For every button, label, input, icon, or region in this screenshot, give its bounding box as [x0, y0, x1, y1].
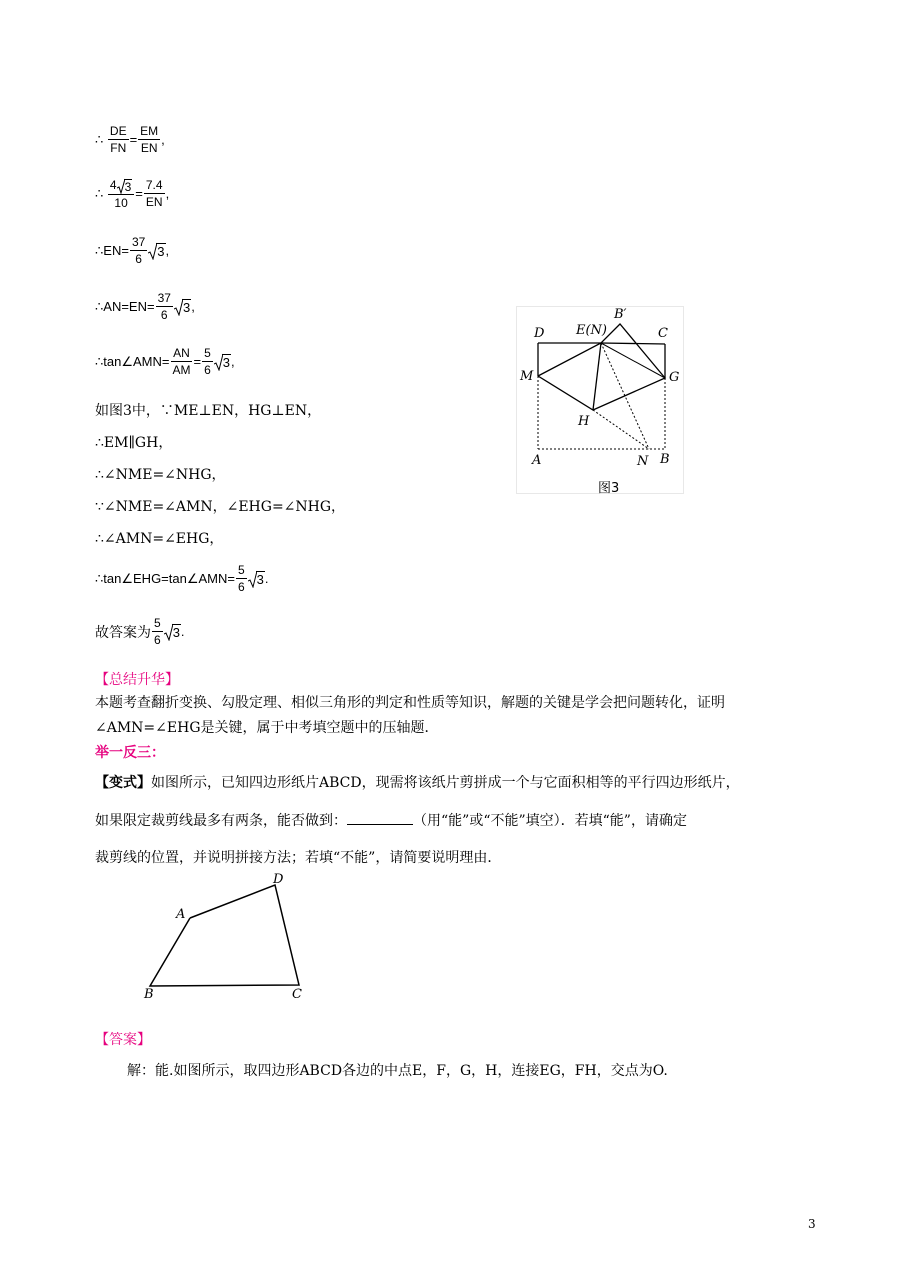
sqrt-symbol: 3 — [148, 242, 165, 260]
label-C: C — [658, 326, 668, 341]
quadrilateral-diagram — [140, 872, 310, 1007]
equation-answer — [95, 615, 185, 648]
numerator: 5 — [204, 346, 211, 360]
denominator: EN — [145, 195, 163, 210]
therefore-symbol: ∴ — [95, 131, 104, 147]
denominator: EN — [140, 141, 158, 155]
equation-tan-amn — [95, 345, 235, 378]
denominator: 6 — [135, 252, 142, 266]
punctuation: , — [165, 186, 170, 202]
punctuation: , — [231, 354, 235, 369]
variant-text: （用“能”或“不能”填空）．若填“能”，请确定 — [413, 813, 687, 829]
equals-sign: = — [193, 354, 202, 369]
answer-label: 故答案为 — [95, 624, 151, 641]
numerator: 5 — [154, 616, 161, 630]
numerator: 4 3 — [108, 177, 134, 195]
sqrt-symbol: 3 — [214, 353, 231, 371]
variant-text: 如图所示，已知四边形纸片ABCD，现需将该纸片剪拼成一个与它面积相等的平行四边形纸片， — [151, 775, 740, 791]
quadrilateral-figure — [140, 872, 310, 1007]
sqrt-symbol: 3 — [174, 298, 191, 316]
punctuation: . — [264, 571, 269, 586]
equation-ratio-2 — [95, 177, 169, 211]
equation-lhs: tan∠EHG=tan∠AMN= — [103, 570, 235, 586]
variant-line-2 — [95, 810, 687, 830]
label-N: N — [637, 454, 649, 469]
text-line: ∴∠NME=∠NHG， — [95, 467, 226, 483]
label-D: D — [534, 326, 545, 341]
text-line: ∴∠AMN=∠EHG， — [95, 531, 224, 547]
therefore-symbol: ∴ — [95, 185, 104, 201]
equation-lhs: AN=EN= — [103, 299, 155, 314]
therefore-symbol: ∴ — [95, 298, 104, 314]
page-number: 3 — [808, 1217, 816, 1231]
summary-text: 本题考查翻折变换、勾股定理、相似三角形的判定和性质等知识，解题的关键是学会把问题转化，证明∠AMN=∠EHG是关键，属于中考填空题中的压轴题． — [95, 695, 725, 736]
text-line: ∴EM∥GH， — [95, 435, 173, 451]
label-B: B — [144, 987, 154, 1002]
punctuation: , — [165, 243, 170, 258]
numerator: 37 — [131, 235, 146, 249]
numerator: AN — [173, 346, 190, 360]
fraction — [130, 234, 147, 267]
denominator: 6 — [160, 308, 168, 322]
fraction — [108, 177, 134, 211]
practice-heading: 举一反三： — [95, 745, 165, 761]
figure-3 — [516, 306, 684, 494]
denominator: 10 — [114, 195, 128, 210]
variant-label: 【变式】 — [95, 775, 151, 791]
therefore-symbol: ∴ — [95, 353, 104, 369]
equation-an — [95, 290, 195, 323]
fraction — [152, 615, 163, 648]
numerator: DE — [109, 124, 127, 138]
sqrt-symbol: 3 — [117, 178, 133, 194]
therefore-symbol: ∴ — [95, 570, 104, 586]
label-B-prime: B′ — [614, 307, 627, 322]
summary-heading: 【总结升华】 — [95, 672, 179, 688]
fraction — [144, 177, 165, 210]
text-line: ∵∠NME=∠AMN，∠EHG=∠NHG， — [95, 499, 346, 515]
equation-lhs: tan∠AMN= — [103, 353, 170, 369]
label-G: G — [669, 370, 680, 385]
equation-ratio-1 — [95, 123, 165, 156]
variant-line-1 — [95, 772, 740, 792]
answer-blank[interactable] — [347, 810, 413, 825]
equals-sign: = — [135, 186, 143, 202]
denominator: 6 — [237, 580, 245, 594]
variant-text: 如果限定裁剪线最多有两条，能否做到： — [95, 813, 347, 829]
label-M: M — [520, 369, 534, 384]
numerator: 5 — [237, 563, 245, 577]
label-E-N: E(N) — [576, 323, 608, 338]
denominator: 6 — [154, 633, 161, 647]
punctuation: , — [191, 299, 195, 314]
sqrt-symbol: 3 — [248, 570, 265, 588]
variant-line-3: 裁剪线的位置，并说明拼接方法；若填“不能”，请简要说明理由． — [95, 850, 502, 866]
fraction — [236, 562, 247, 595]
equals-sign: = — [129, 132, 138, 147]
label-A: A — [176, 907, 186, 922]
label-H: H — [578, 414, 590, 429]
equation-en — [95, 234, 169, 267]
label-C: C — [292, 987, 302, 1002]
label-D: D — [273, 872, 284, 887]
denominator: 6 — [204, 363, 211, 377]
answer-text: 解：能.如图所示，取四边形ABCD各边的中点E，F，G，H，连接EG，FH，交点为O. — [127, 1063, 668, 1079]
label-A: A — [532, 453, 542, 468]
numerator: EM — [140, 124, 159, 138]
fraction — [171, 345, 193, 378]
answer-heading: 【答案】 — [95, 1032, 151, 1048]
denominator: FN — [110, 141, 127, 155]
fraction — [156, 290, 173, 323]
sqrt-symbol: 3 — [164, 623, 181, 641]
text-line: 如图3中，∵ME⊥EN，HG⊥EN， — [95, 403, 322, 419]
fraction — [138, 123, 160, 156]
numerator: 7.4 — [145, 178, 163, 193]
punctuation: . — [180, 624, 185, 639]
fraction — [108, 123, 129, 156]
punctuation: , — [161, 132, 165, 147]
therefore-symbol: ∴ — [95, 242, 104, 258]
fraction — [202, 345, 213, 378]
denominator: AM — [172, 363, 191, 377]
numerator: 37 — [157, 291, 171, 305]
label-B: B — [660, 452, 670, 467]
figure-caption: 图3 — [598, 481, 620, 496]
equation-tan-ehg — [95, 562, 269, 595]
equation-lhs: EN= — [103, 243, 129, 258]
